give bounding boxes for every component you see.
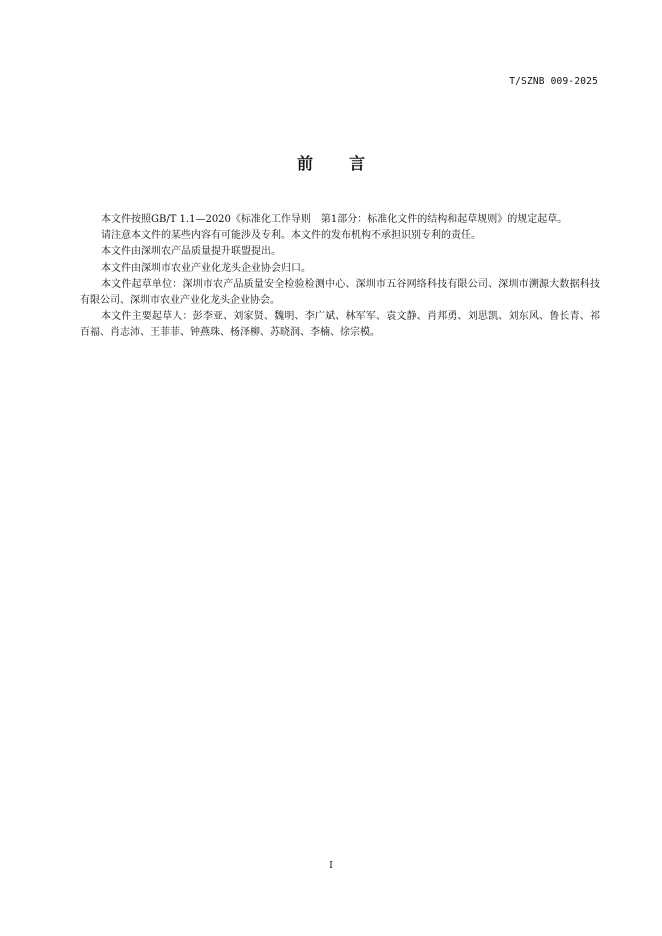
paragraph-proposer: 本文件由深圳农产品质量提升联盟提出。 [101,246,281,258]
paragraph-main-drafters: 本文件主要起草人：彭李亚、刘家贤、魏明、李广斌、林军军、袁文静、肖邦勇、刘思凯、刘东风、鲁长青、祁百福、肖志沛、王菲菲、钟燕珠、杨泽柳、苏晓润、李楠、徐宗模。 [80,311,600,339]
paragraph-drafting-units: 本文件起草单位：深圳市农产品质量安全检验检测中心、深圳市五谷网络科技有限公司、深圳市溯源大数据科技有限公司、深圳市农业产业化龙头企业协会。 [80,278,600,307]
foreword-body [80,212,600,342]
page-title: 前言 [296,154,401,173]
paragraph-drafting-basis: 本文件按照GB/T 1.1—2020《标准化工作导则 第1部分：标准化文件的结构和起草规则》的规定起草。 [101,214,568,225]
page-number: I [329,861,333,871]
paragraph-patent-notice: 请注意本文件的某些内容有可能涉及专利。本文件的发布机构不承担识别专利的责任。 [101,230,481,242]
document-code: T/SZNB 009-2025 [509,76,598,87]
paragraph-administrator: 本文件由深圳市农业产业化龙头企业协会归口。 [101,262,311,274]
